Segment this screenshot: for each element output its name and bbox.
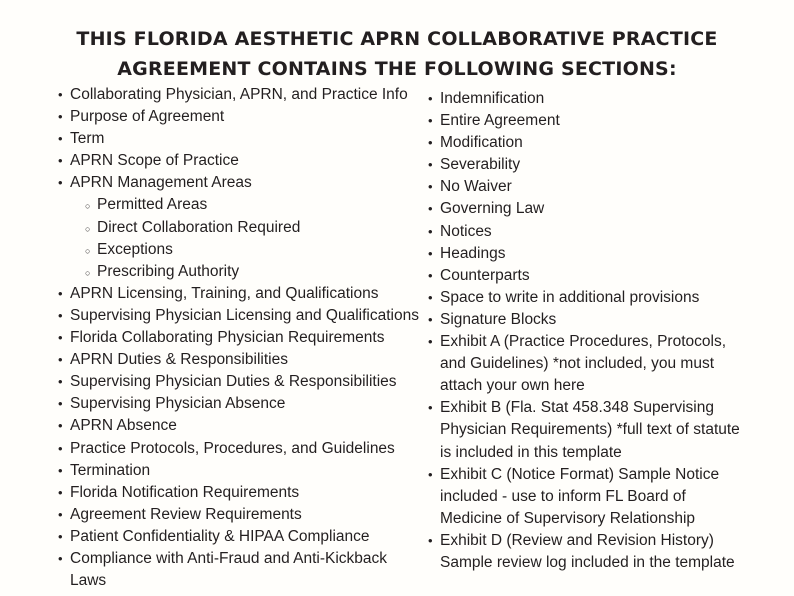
page-title [0, 24, 794, 84]
list-item: • Supervising Physician Absence [58, 393, 430, 415]
list-item: • Counterparts [428, 265, 768, 287]
list-item-line: Sample review log included in the template [440, 553, 735, 571]
list-item: • Term [58, 128, 430, 150]
list-item: • Practice Protocols, Procedures, and Guidelines [58, 438, 430, 460]
sub-list-item: ○ Permitted Areas [58, 194, 430, 216]
list-item-line: and Guidelines) *not included, you must [440, 355, 714, 373]
list-item: • Indemnification [428, 88, 768, 110]
list-item: • Supervising Physician Duties & Responsibilities [58, 371, 430, 393]
list-item-line: is included in this template [440, 443, 622, 461]
list-item: • Notices [428, 221, 768, 243]
list-item: • Agreement Review Requirements [58, 504, 430, 526]
sub-list-item: ○ Direct Collaboration Required [58, 217, 430, 239]
list-item-line: • Compliance with Anti-Fraud and Anti-Kickback [70, 549, 388, 567]
title-line-1: THIS FLORIDA AESTHETIC APRN COLLABORATIVE PRACTICE [76, 28, 718, 50]
list-item: • APRN Licensing, Training, and Qualifications [58, 283, 430, 305]
list-item: • Headings [428, 243, 768, 265]
list-item-line: • Exhibit D (Review and Revision History) [440, 531, 714, 549]
title-line-2: AGREEMENT CONTAINS THE FOLLOWING SECTIONS: [117, 58, 677, 80]
list-item-line: • Exhibit B (Fla. Stat 458.348 Supervising [440, 399, 714, 417]
list-item-line: included - use to inform FL Board of [440, 487, 686, 505]
list-item [428, 331, 768, 397]
list-item: • Purpose of Agreement [58, 106, 430, 128]
list-item-line: • Exhibit C (Notice Format) Sample Notice [440, 465, 720, 483]
list-item: • Termination [58, 460, 430, 482]
list-item [428, 530, 768, 574]
list-item-line: Physician Requirements) *full text of statute [440, 421, 740, 439]
list-item: • Space to write in additional provisions [428, 287, 768, 309]
list-item: • Collaborating Physician, APRN, and Practice Info [58, 84, 430, 106]
list-item: • No Waiver [428, 176, 768, 198]
list-item: • Entire Agreement [428, 110, 768, 132]
sub-list-item: ○ Prescribing Authority [58, 261, 430, 283]
list-item: • Signature Blocks [428, 309, 768, 331]
list-item [58, 548, 430, 592]
sections-list-left [58, 84, 430, 592]
sub-list-item: ○ Exceptions [58, 239, 430, 261]
list-item: • APRN Scope of Practice [58, 150, 430, 172]
list-item-line: • Exhibit A (Practice Procedures, Protocols, [440, 333, 727, 351]
list-item: • Patient Confidentiality & HIPAA Compliance [58, 526, 430, 548]
list-item: • Modification [428, 132, 768, 154]
list-item: • APRN Management Areas [58, 172, 430, 194]
list-item-line: attach your own here [440, 377, 585, 395]
list-item-line: Laws [70, 572, 107, 590]
list-item: • Florida Collaborating Physician Requirements [58, 327, 430, 349]
list-item: • Supervising Physician Licensing and Qualifications [58, 305, 430, 327]
list-item: • Severability [428, 154, 768, 176]
list-item [428, 464, 768, 530]
list-item: • Governing Law [428, 198, 768, 220]
list-item: • APRN Absence [58, 415, 430, 437]
list-item: • APRN Duties & Responsibilities [58, 349, 430, 371]
list-item: • Florida Notification Requirements [58, 482, 430, 504]
sections-list-right [428, 88, 768, 574]
list-item-line: Medicine of Supervisory Relationship [440, 509, 696, 527]
list-item [428, 397, 768, 463]
